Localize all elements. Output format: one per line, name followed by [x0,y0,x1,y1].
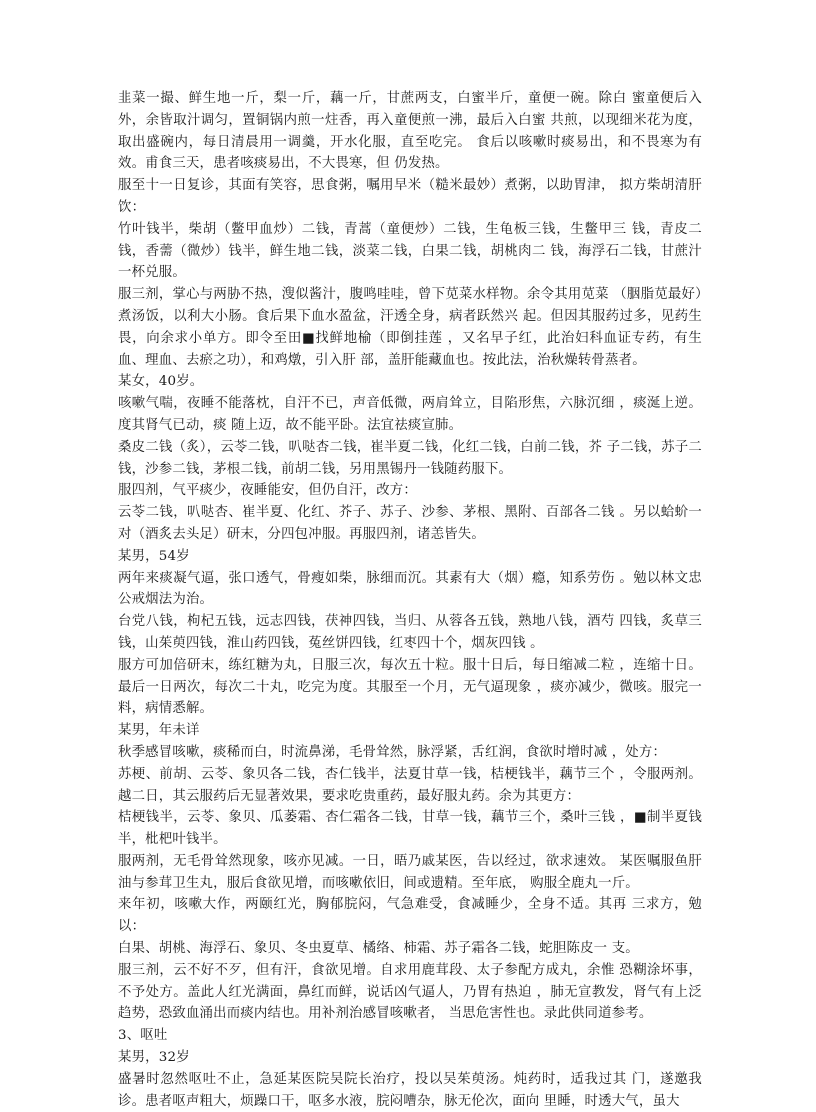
case-heading-male-age-unknown: 某男，年未详 [118,723,200,739]
paragraph-11: 两年来痰凝气逼，张口透气，骨瘦如柴，脉细而沉。其素有大（烟）瘾，知系劳伤 。勉以林文忠公戒烟法为治。 [118,570,702,608]
paragraph-19: 来年初，咳嗽大作，两颐红光，胸郁脘闷，气急难受，食减睡少，全身不适。其再 三求方，勉以： [118,897,702,935]
paragraph-24: 盛暑时忽然呕吐不止，急延某医院吴院长治疗，投以吴茱萸汤。炖药时，适我过其 门，遂邀我诊。患者呕声粗大，烦躁口干，呕多水液，脘闷嘈杂，脉无伦次，面向 里睡，时透大气，虽大 [118,1071,702,1109]
paragraph-13: 服方可加倍研末，练红糖为丸，日服三次，每次五十粒。服十日后，每日缩减二粒 ，连缩十日。最后一日两次，每次二十丸，吃完为度。其服至一个月，无气逼现象 ，痰亦减少，微咳。服完一料，病情悉解。 [118,657,702,717]
paragraph-7: 桑皮二钱（炙），云苓二钱，叭哒杏二钱，崔半夏二钱，化红二钱，白前二钱，芥 子二钱，苏子二钱，沙参二钱，茅根二钱，前胡二钱，另用黑锡丹一钱随药服下。 [118,439,702,477]
paragraph-20: 白果、胡桃、海浮石、象贝、冬虫夏草、橘络、柿霜、苏子霜各二钱，蛇胆陈皮一 支。 [118,941,639,957]
case-heading-male-54: 某男，54岁 [118,548,190,564]
paragraph-3: 竹叶钱半，柴胡（鳖甲血炒）二钱，青蒿（童便炒）二钱，生龟板三钱，生鳖甲三 钱，青皮二钱，香薷（微炒）钱半，鲜生地二钱，淡菜二钱，白果二钱，胡桃肉二 钱，海浮石二钱，甘蔗汁一杯兑服。 [118,221,702,281]
paragraph-18: 服两剂，无毛骨耸然现象，咳亦见减。一日，晤乃戚某医，告以经过，欲求速效。 某医嘱服鱼肝油与参茸卫生丸，服后食欲见增，而咳嗽依旧，间或遗精。至年底， 购服全鹿丸一斤。 [118,853,702,891]
case-heading-male-32: 某男，32岁 [118,1050,190,1066]
paragraph-21: 服三剂，云不好不歹，但有汗，食欲见增。自求用鹿茸段、太子参配方成丸，余惟 恐糊涂坏事，不予处方。盖此人红光满面，鼻红而鲜，说话凶气逼人，乃胃有热迫 ，肺无宣教发，肾气有上泛趋势，恐致血涌出而痰内结也。用补剂治感冒咳嗽者， 当思危害性也。录此供同道参考。 [118,962,702,1022]
paragraph-4: 服三剂，掌心与两胁不热，溲似酱汁，腹鸣哇哇，曾下苋菜水样物。余令其用苋菜 （胭脂苋最好）煮汤饭，以利大小肠。食后果下血水盈盆，汗透全身，病者跃然兴 起。但因其服药过多，见药生畏，向余求小单方。即令至田■找鲜地榆（即倒挂莲 ，又名早子红，此治妇科血证专药，有生血、理血、去瘀之功），和鸡燉，引入肝 部，盖肝能藏血也。按此法，治秋燥转骨蒸者。 [118,287,702,368]
case-heading-female-40: 某女，40岁。 [118,374,204,390]
paragraph-8: 服四剂，气平痰少，夜睡能安，但仍自汗，改方： [118,483,417,499]
section-heading-vomiting: 3、呕吐 [118,1028,168,1044]
document-page [118,88,702,1112]
paragraph-1: 韭菜一撮、鲜生地一斤，梨一斤，藕一斤，甘蔗两支，白蜜半斤，童便一碗。除白 蜜童便后入外，余皆取汁调匀，置铜锅内煎一炷香，再入童便煎一沸，最后入白蜜 共煎，以现细米花为度，取出盛碗内，每日清晨用一调羹，开水化服，直至吃完。 食后以咳嗽时痰易出，和不畏寒为有效。甫食三天，患者咳痰易出，不大畏寒，但 仍发热。 [118,91,702,172]
paragraph-16: 苏梗、前胡、云苓、象贝各二钱，杏仁钱半，法夏甘草一钱，桔梗钱半，藕节三个 ，令服两剂。越二日，其云服药后无显著效果，要求吃贵重药，最好服丸药。余为其更方： [118,766,702,804]
paragraph-17: 桔梗钱半，云苓、象贝、瓜萎霜、杏仁霜各二钱，甘草一钱，藕节三个，桑叶三钱 ，■制半夏钱半，枇杷叶钱半。 [118,810,702,848]
paragraph-15: 秋季感冒咳嗽，痰稀而白，时流鼻涕，毛骨耸然，脉浮紧，舌红润，食欲时增时减 ，处方： [118,744,667,760]
paragraph-9: 云苓二钱，叭哒杏、崔半夏、化红、芥子、苏子、沙参、茅根、黑附、百部各二钱 。另以蛤蚧一对（酒炙去头足）研末，分四包冲服。再服四剂，诸恙皆失。 [118,505,702,542]
paragraph-12: 台党八钱，枸杞五钱，远志四钱，茯神四钱，当归、从蓉各五钱，熟地八钱，酒芍 四钱，炙草三钱，山茱萸四钱，淮山药四钱，菟丝饼四钱，红枣四十个，烟灰四钱 。 [118,614,702,651]
paragraph-6: 咳嗽气喘，夜睡不能落枕，自汗不已，声音低微，两肩耸立，目陷形焦，六脉沉细 ，痰涎上逆。度其肾气已动，痰 随上迈，故不能平卧。法宜祛痰宣肺。 [118,396,702,433]
paragraph-2: 服至十一日复诊，其面有笑容，思食粥，嘱用早米（糙米最妙）煮粥，以助胃津， 拟方柴胡清肝饮： [118,178,702,215]
